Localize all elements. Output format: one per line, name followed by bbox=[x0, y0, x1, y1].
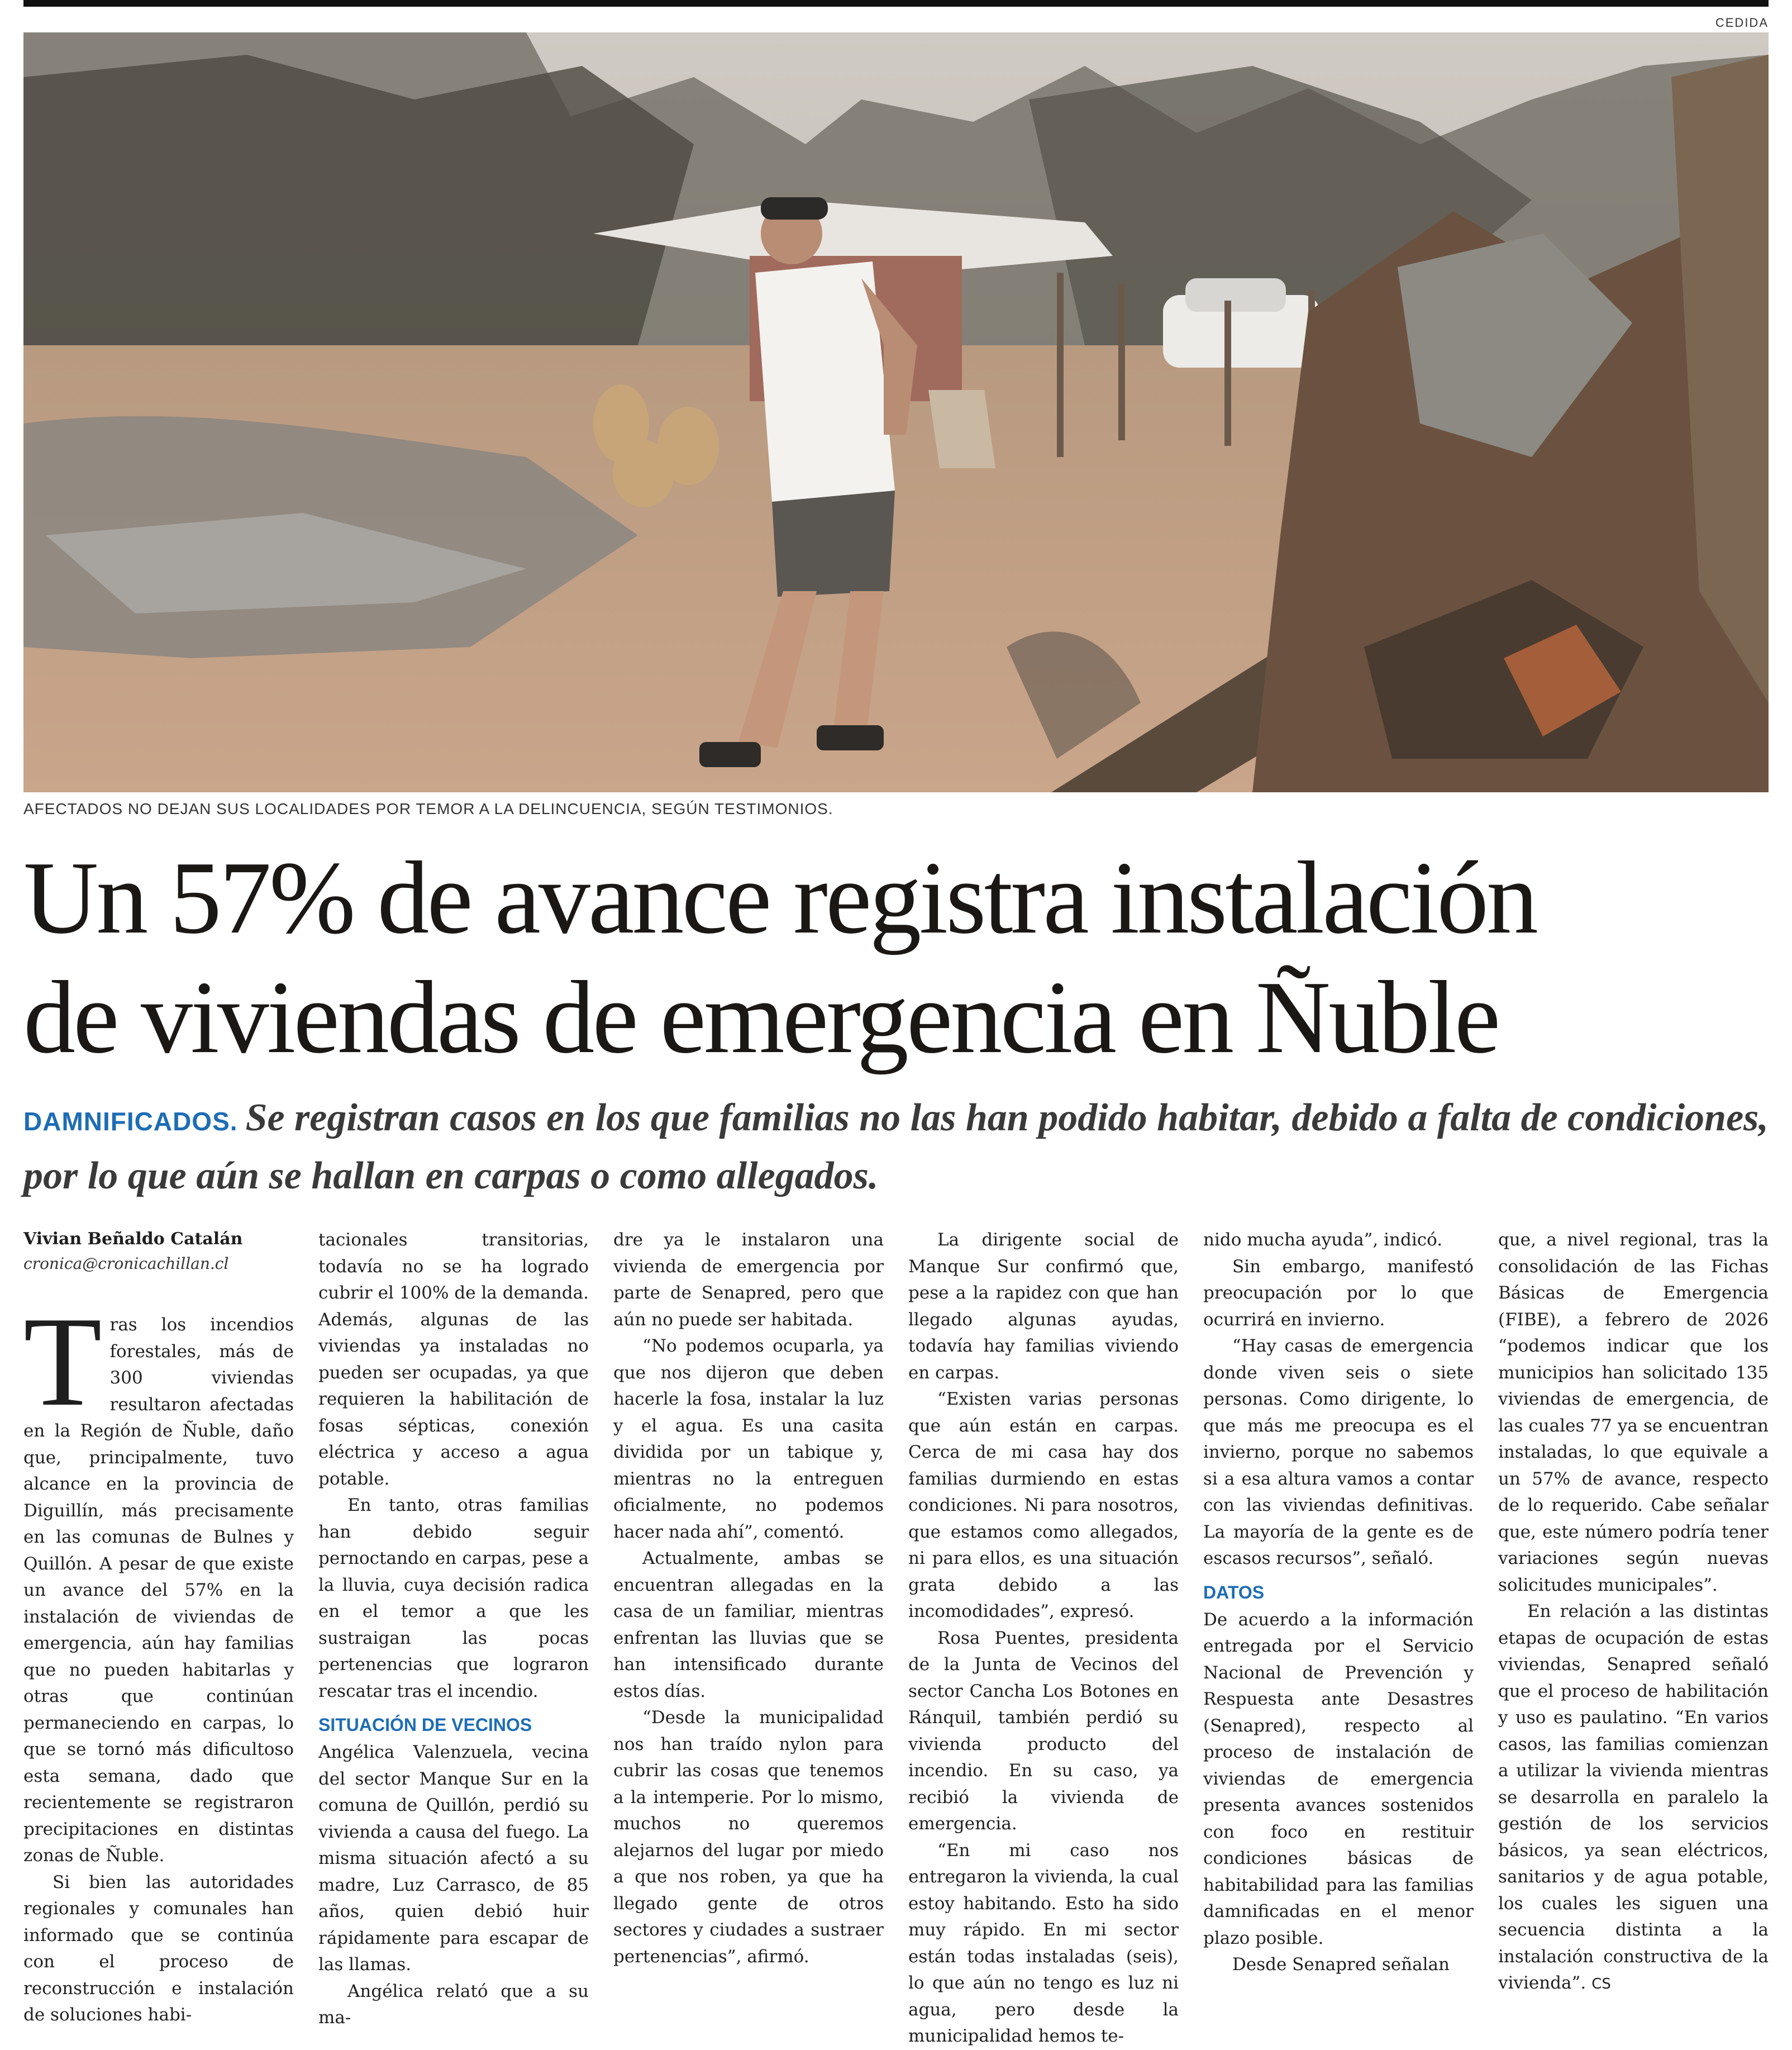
article-paragraph: Rosa Puentes, presidenta de la Junta de Vecinos del sector Cancha Los Botones en Ránquil, también perdió su vivienda producto del incendio. En su caso, ya recibió la vivienda de emergencia. bbox=[908, 1628, 1179, 1834]
paragraph-text: En relación a las distintas etapas de ocupación de estas viviendas, Senapred señaló que el proceso de habilitación y uso es paulatino. “En varios casos, las familias comienzan a utilizar la vivienda mientras se desarrolla en paralelo la gestión de los servicios básicos, ya sean eléctricos, sanitarios y de agua potable, los cuales les siguen una secuencia distinta a la instalación constructiva de la vivienda”. bbox=[1498, 1601, 1769, 1993]
article-column-4 bbox=[908, 1227, 1179, 2050]
article-paragraph: “Hay casas de emergencia donde viven seis o siete personas. Como dirigente, lo que más me preocupa es el invierno, porque no sabemos si a esa altura vamos a contar con las viviendas definitivas. La mayoría de la gente es de escasos recursos”, señaló. bbox=[1203, 1336, 1474, 1568]
article-paragraph bbox=[1498, 1599, 1769, 1998]
article-column-3 bbox=[613, 1227, 884, 1970]
photo-credit: CEDIDA bbox=[1715, 16, 1769, 30]
photo-caption: AFECTADOS NO DEJAN SUS LOCALIDADES POR TEMOR A LA DELINCUENCIA, SEGÚN TESTIMONIOS. bbox=[23, 800, 833, 817]
article-paragraph: Si bien las autoridades regionales y comunales han informado que se continúa con el proceso de reconstrucción e instalación de soluciones habi- bbox=[23, 1872, 294, 2025]
article-paragraph: Sin embargo, manifestó preocupación por lo que ocurrirá en invierno. bbox=[1203, 1256, 1474, 1330]
article-paragraph: dre ya le instalaron una vivienda de emergencia por parte de Senapred, pero que aún no puede ser habitada. bbox=[613, 1230, 884, 1330]
article-paragraph: nido mucha ayuda”, indicó. bbox=[1203, 1230, 1443, 1250]
headline-line-2: de viviendas de emergencia en Ñuble bbox=[23, 960, 1499, 1075]
byline-author: Vivian Beñaldo Catalán bbox=[23, 1229, 243, 1249]
article-paragraph: que, a nivel regional, tras la consolidación de las Fichas Básicas de Emergencia (FIBE), a febrero de 2026 “podemos indicar que los municipios han solicitado 135 viviendas de emergencia, de las cuales 77 ya se encuentran instaladas, lo que equivale a un 57% de avance, respecto de lo requerido. Cabe señalar que, este número podría tener variaciones según nuevas solicitudes municipales”. bbox=[1498, 1230, 1769, 1595]
article-paragraph bbox=[23, 1290, 294, 1870]
deck-text: Se registran casos en los que familias no las han podido habitar, debido a falta de condiciones, por lo que aún se hallan en carpas o como allegados. bbox=[23, 1096, 1769, 1197]
article-column-5 bbox=[1203, 1227, 1474, 1978]
article-paragraph: Angélica Valenzuela, vecina del sector Manque Sur en la comuna de Quillón, perdió su vivienda a causa del fuego. La misma situación afectó a su madre, Luz Carrasco, de 85 años, quien debió huir rápidamente para escapar de las llamas. bbox=[318, 1742, 589, 1975]
subheading-situacion: SITUACIÓN DE VECINOS bbox=[318, 1715, 532, 1735]
article-paragraph: La dirigente social de Manque Sur confirmó que, pese a la rapidez con que han llegado algunas ayudas, todavía hay familias viviendo en carpas. bbox=[908, 1230, 1179, 1383]
article-paragraph: Actualmente, ambas se encuentran allegadas en la casa de un familiar, mientras enfrentan las lluvias que se han intensificado durante estos días. bbox=[613, 1548, 884, 1701]
article-paragraph: “En mi caso nos entregaron la vivienda, la cual estoy habitando. Esto ha sido muy rápido. En mi sector están todas instaladas (seis), lo que aún no tengo es luz ni agua, pero desde la municipalidad hemos te- bbox=[908, 1840, 1179, 2046]
article-paragraph: “No podemos ocuparla, ya que nos dijeron que deben hacerle la fosa, instalar la luz y el agua. Es una casita dividida por un tabique y, mientras no la entreguen oficialmente, no podemos hacer nada ahí”, comentó. bbox=[613, 1336, 884, 1542]
news-photo bbox=[23, 32, 1769, 792]
article-column-6 bbox=[1498, 1227, 1769, 1998]
fire-aftermath-photo bbox=[23, 32, 1769, 792]
paragraph-text: ras los incendios forestales, más de 300 viviendas resultaron afectadas en la Región de Ñuble, daño que, principalmente, tuvo alcance en la provincia de Diguillín, más precisamente en las comunas de Bulnes y Quillón. A pesar de que existe un avance del 57% en la instalación de viviendas de emergencia, aún hay familias que no pueden habitarlas y otras que continúan permaneciendo en carpas, lo que se tornó más dificultoso esta semana, dado que recientemente se registraron precipitaciones en distintas zonas de Ñuble. bbox=[23, 1315, 294, 1866]
article-paragraph: tacionales transitorias, todavía no se ha logrado cubrir el 100% de la demanda. Además, algunas de las viviendas ya instaladas no pueden ser ocupadas, ya que requieren la habilitación de fosas sépticas, conexión eléctrica y acceso a agua potable. bbox=[318, 1230, 589, 1489]
headline-line-1: Un 57% de avance registra instalación bbox=[23, 840, 1537, 955]
article-column-1 bbox=[23, 1227, 294, 2029]
article-paragraph: Angélica relató que a su ma- bbox=[318, 1981, 589, 2028]
article-paragraph: De acuerdo a la información entregada por el Servicio Nacional de Prevención y Respuesta ante Desastres (Senapred), respecto al proceso de instalación de viviendas de emergencia presenta avances sostenidos con foco en restituir condiciones básicas de habitabilidad para las familias damnificadas en el menor plazo posible. bbox=[1203, 1609, 1474, 1948]
article-paragraph: En tanto, otras familias han debido seguir pernoctando en carpas, pese a la lluvia, cuya decisión radica en el temor a que les sustraigan las pocas pertenencias que lograron rescatar tras el incendio. bbox=[318, 1495, 589, 1701]
drop-cap: T bbox=[23, 1290, 102, 1433]
top-rule bbox=[23, 0, 1769, 7]
article-column-2 bbox=[318, 1227, 589, 2032]
deck-kicker: DAMNIFICADOS. bbox=[23, 1107, 238, 1136]
article-paragraph: Desde Senapred señalan bbox=[1232, 1954, 1450, 1975]
byline-email: cronica@cronicachillan.cl bbox=[23, 1254, 229, 1273]
article-paragraph: “Existen varias personas que aún están en carpas. Cerca de mi casa hay dos familias durmiendo en estas condiciones. Ni para nosotros, que estamos como allegados, ni para ellos, es una situación grata debido a las incomodidades”, expresó. bbox=[908, 1389, 1179, 1621]
subheading-datos: DATOS bbox=[1203, 1582, 1265, 1602]
headline bbox=[23, 838, 1769, 1077]
end-mark-icon: CS bbox=[1591, 1976, 1611, 1992]
deck bbox=[23, 1091, 1769, 1204]
article-paragraph: “Desde la municipalidad nos han traído nylon para cubrir las cosas que tenemos a la intemperie. Por lo mismo, muchos no queremos alejarnos del lugar por miedo a que nos roben, ya que ha llegado gente de otros sectores y ciudades a sustraer pertenencias”, afirmó. bbox=[613, 1707, 884, 1967]
